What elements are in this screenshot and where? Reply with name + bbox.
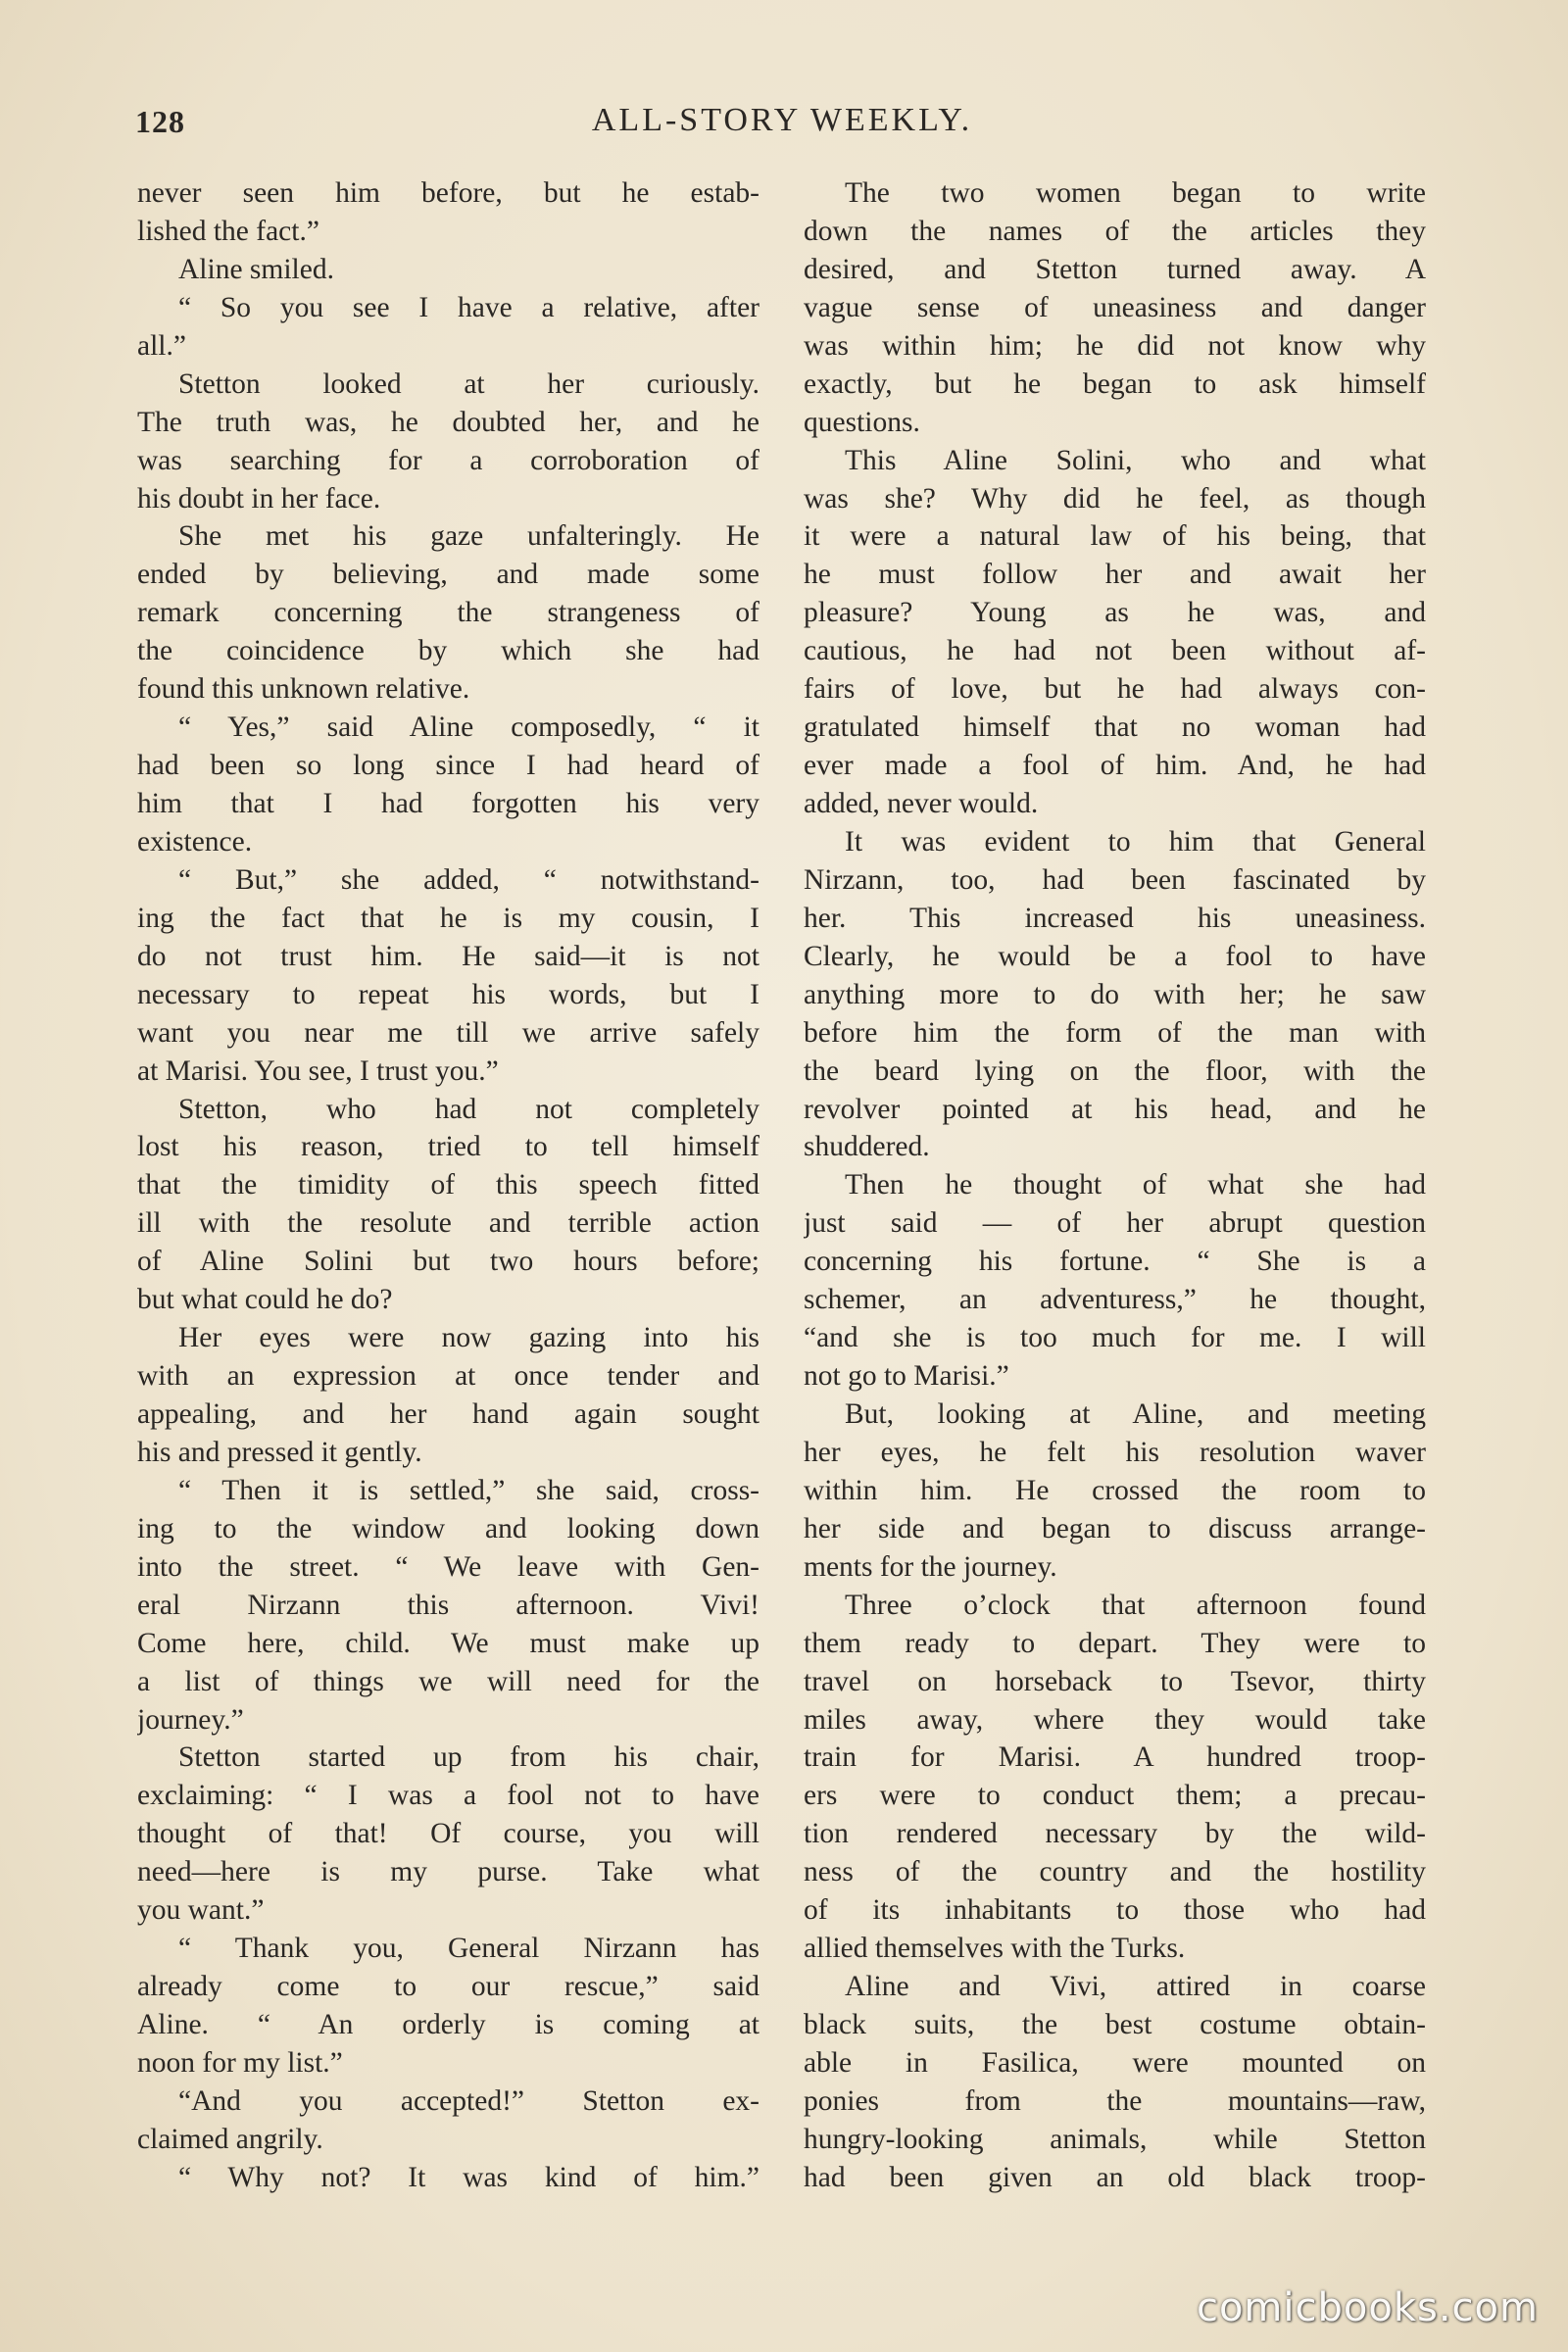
text-line: want you near me till we arrive safely (137, 1016, 760, 1049)
text-line: before him the form of the man with (804, 1016, 1426, 1049)
text-line: was within him; he did not know why (804, 329, 1426, 362)
text-line: already come to our rescue,” said (137, 1971, 760, 2003)
text-line: able in Fasilica, were mounted on (804, 2046, 1426, 2079)
text-line: the coincidence by which she had (137, 635, 760, 667)
text-line: of its inhabitants to those who had (804, 1894, 1426, 1927)
text-line: of Aline Solini but two hours before; (137, 1246, 760, 1278)
text-line: Stetton looked at her curiously. (178, 368, 760, 400)
text-line: Aline smiled. (178, 253, 334, 285)
text-line: shuddered. (804, 1131, 930, 1163)
text-line: “ But,” she added, “ notwithstand- (178, 863, 760, 896)
text-line: down the names of the articles they (804, 215, 1426, 247)
text-line: revolver pointed at his head, and he (804, 1093, 1426, 1125)
text-line: not go to Marisi.” (804, 1360, 1009, 1393)
text-line: “ Why not? It was kind of him.” (178, 2161, 760, 2193)
text-line: with an expression at once tender and (137, 1360, 760, 1393)
text-line: Her eyes were now gazing into his (178, 1322, 760, 1354)
text-line: The two women began to write (845, 177, 1426, 209)
text-line: The truth was, he doubted her, and he (137, 406, 760, 438)
text-line: was she? Why did he feel, as though (804, 482, 1426, 514)
text-line: never seen him before, but he estab- (137, 177, 760, 209)
text-line: ments for the journey. (804, 1550, 1057, 1583)
text-line: he must follow her and await her (804, 559, 1426, 591)
text-line: cautious, he had not been without af- (804, 635, 1426, 667)
text-line: that the timidity of this speech fitted (137, 1169, 760, 1201)
text-line: within him. He crossed the room to (804, 1474, 1426, 1506)
text-line: allied themselves with the Turks. (804, 1933, 1186, 1965)
text-line: her side and began to discuss arrange- (804, 1512, 1426, 1544)
text-line: Stetton, who had not completely (178, 1093, 760, 1125)
text-line: ended by believing, and made some (137, 559, 760, 591)
text-line: travel on horseback to Tsevor, thirty (804, 1665, 1426, 1697)
text-line: exclaiming: “ I was a fool not to have (137, 1780, 760, 1812)
text-line: gratulated himself that no woman had (804, 711, 1426, 744)
text-line: This Aline Solini, who and what (845, 444, 1426, 476)
text-line: ness of the country and the hostility (804, 1856, 1426, 1888)
text-line: “ Thank you, General Nirzann has (178, 1933, 760, 1965)
text-line: Nirzann, too, had been fascinated by (804, 863, 1426, 896)
text-line: had been given an old black troop- (804, 2161, 1426, 2193)
text-line: do not trust him. He said—it is not (137, 940, 760, 972)
text-line: ing to the window and looking down (137, 1512, 760, 1544)
text-line: claimed angrily. (137, 2123, 323, 2155)
text-line: ponies from the mountains—raw, (804, 2084, 1426, 2117)
text-line: Clearly, he would be a fool to have (804, 940, 1426, 972)
text-line: ing the fact that he is my cousin, I (137, 902, 760, 934)
text-line: exactly, but he began to ask himself (804, 368, 1426, 400)
text-line: remark concerning the strangeness of (137, 597, 760, 629)
text-line: “ Then it is settled,” she said, cross- (178, 1474, 760, 1506)
text-line: was searching for a corroboration of (137, 444, 760, 476)
text-line: fairs of love, but he had always con- (804, 673, 1426, 706)
text-line: you want.” (137, 1894, 265, 1927)
text-line: found this unknown relative. (137, 673, 470, 706)
text-column-left (137, 174, 760, 2197)
text-line: noon for my list.” (137, 2046, 343, 2079)
text-line: Aline and Vivi, attired in coarse (845, 1971, 1426, 2003)
text-line: miles away, where they would take (804, 1703, 1426, 1736)
text-line: “ So you see I have a relative, after (178, 291, 760, 323)
text-line: “ Yes,” said Aline composedly, “ it (178, 711, 760, 744)
text-line: ever made a fool of him. And, he had (804, 750, 1426, 782)
text-line: Then he thought of what she had (845, 1169, 1426, 1201)
text-line: black suits, the best costume obtain- (804, 2009, 1426, 2040)
text-line: them ready to depart. They were to (804, 1627, 1426, 1659)
text-line: but what could he do? (137, 1284, 393, 1316)
text-line: But, looking at Aline, and meeting (845, 1398, 1426, 1430)
text-line: anything more to do with her; he saw (804, 978, 1426, 1010)
text-line: necessary to repeat his words, but I (137, 978, 760, 1010)
text-line: questions. (804, 406, 920, 438)
text-line: eral Nirzann this afternoon. Vivi! (137, 1589, 760, 1621)
text-line: his doubt in her face. (137, 482, 381, 514)
text-line: his and pressed it gently. (137, 1436, 422, 1468)
running-title: ALL-STORY WEEKLY. (591, 102, 973, 138)
text-line: a list of things we will need for the (137, 1665, 760, 1697)
text-line: train for Marisi. A hundred troop- (804, 1741, 1426, 1774)
text-line: need—here is my purse. Take what (137, 1856, 760, 1888)
text-line: journey.” (137, 1703, 244, 1736)
text-line: Three o’clock that afternoon found (845, 1589, 1426, 1621)
text-line: pleasure? Young as he was, and (804, 597, 1426, 629)
text-line: Aline. “ An orderly is coming at (137, 2009, 760, 2040)
text-line: lished the fact.” (137, 215, 319, 247)
text-line: Come here, child. We must make up (137, 1627, 760, 1659)
text-line: appealing, and her hand again sought (137, 1398, 760, 1430)
text-column-right (804, 174, 1426, 2197)
text-line: She met his gaze unfalteringly. He (178, 520, 760, 553)
watermark: comicbooks.com (1196, 2285, 1539, 2330)
text-line: all.” (137, 329, 186, 362)
text-line: into the street. “ We leave with Gen- (137, 1550, 760, 1583)
text-line: Stetton started up from his chair, (178, 1741, 760, 1774)
page-header (135, 98, 1429, 157)
text-line: thought of that! Of course, you will (137, 1818, 760, 1850)
text-line: at Marisi. You see, I trust you.” (137, 1054, 499, 1087)
text-line: existence. (137, 825, 253, 858)
page-number: 128 (135, 104, 185, 139)
text-line: it were a natural law of his being, that (804, 520, 1426, 553)
text-line: “and she is too much for me. I will (804, 1322, 1426, 1354)
text-line: schemer, an adventuress,” he thought, (804, 1284, 1426, 1316)
text-line: her eyes, he felt his resolution waver (804, 1436, 1426, 1468)
text-line: tion rendered necessary by the wild- (804, 1818, 1426, 1850)
text-line: desired, and Stetton turned away. A (804, 253, 1426, 285)
text-line: just said — of her abrupt question (804, 1207, 1426, 1240)
text-line: him that I had forgotten his very (137, 788, 760, 819)
text-line: the beard lying on the floor, with the (804, 1054, 1426, 1087)
text-line: ers were to conduct them; a precau- (804, 1780, 1426, 1812)
text-line: hungry-looking animals, while Stetton (804, 2123, 1426, 2155)
text-line: had been so long since I had heard of (137, 750, 760, 782)
text-line: vague sense of uneasiness and danger (804, 291, 1426, 323)
text-line: ill with the resolute and terrible action (137, 1207, 760, 1240)
text-line: “And you accepted!” Stetton ex- (178, 2084, 760, 2117)
text-line: added, never would. (804, 788, 1039, 819)
text-line: concerning his fortune. “ She is a (804, 1246, 1426, 1278)
text-line: It was evident to him that General (845, 825, 1426, 858)
text-line: her. This increased his uneasiness. (804, 902, 1426, 934)
text-line: lost his reason, tried to tell himself (137, 1131, 760, 1163)
